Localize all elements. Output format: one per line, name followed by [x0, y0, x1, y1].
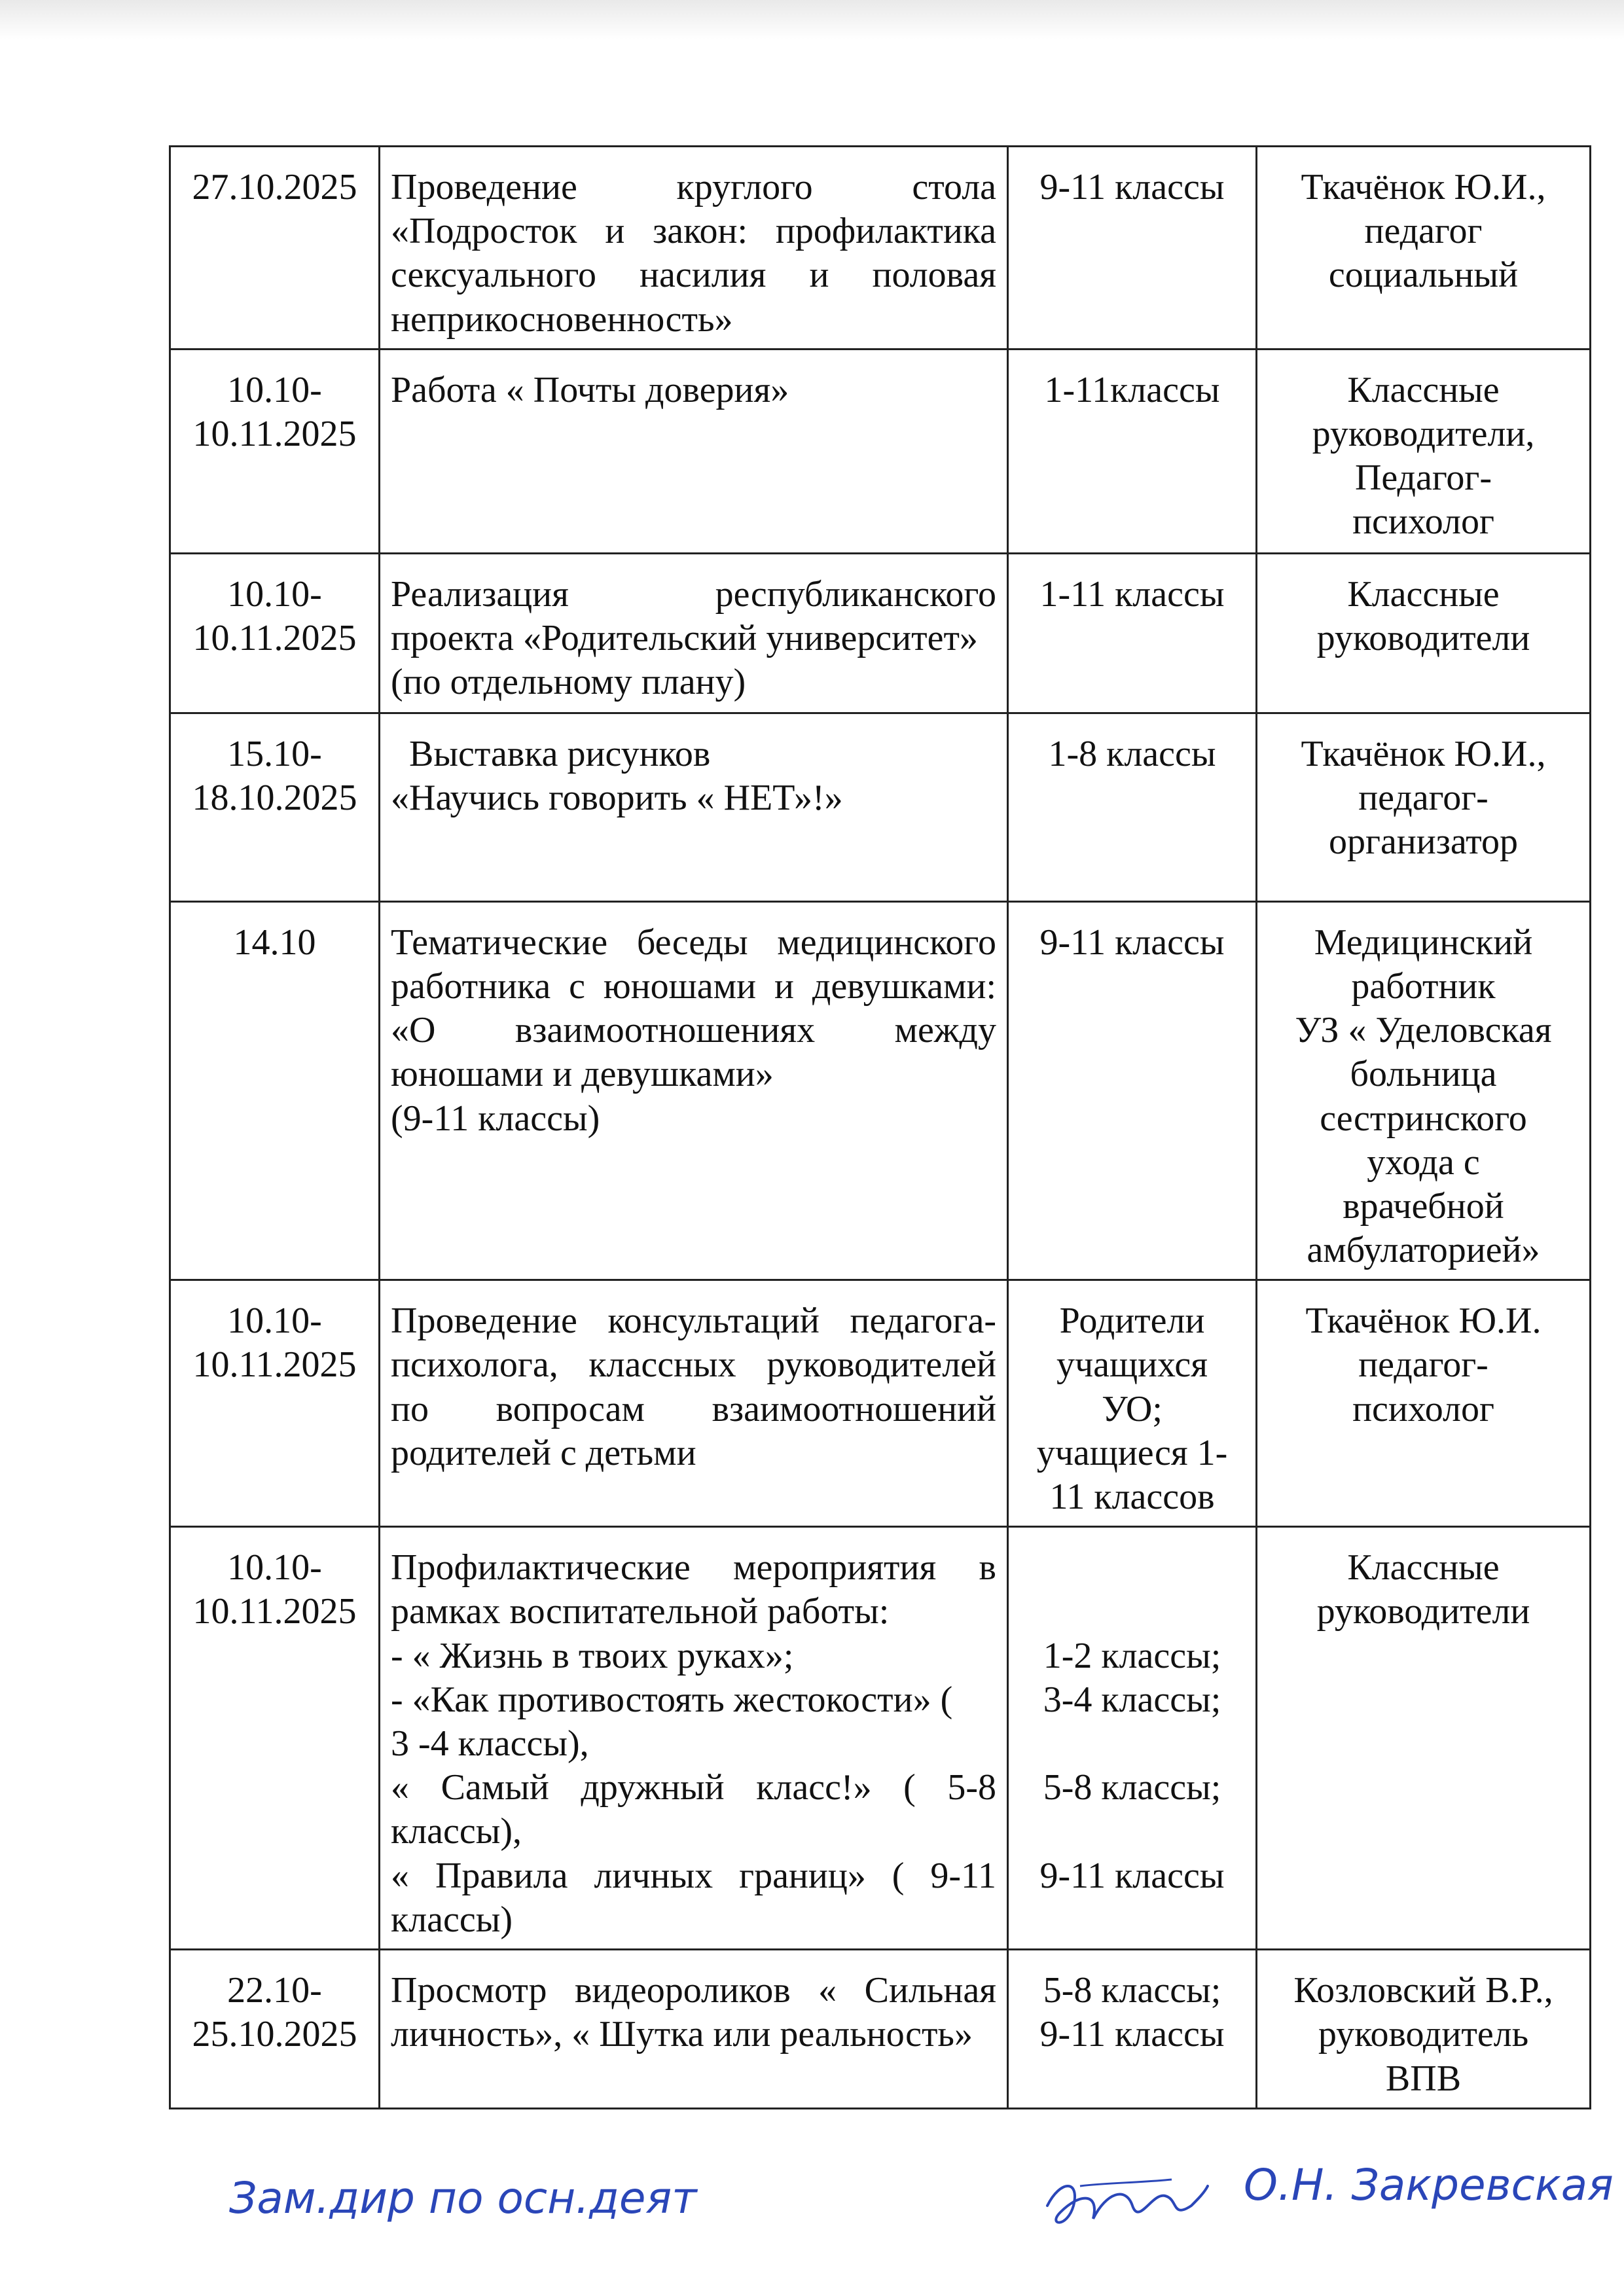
classes-text: 9-11 классы — [1039, 2014, 1225, 2055]
date-cell — [170, 713, 380, 901]
event-cell — [380, 1950, 1008, 2109]
event-cell — [380, 147, 1008, 350]
responsible-cell — [1257, 1950, 1591, 2109]
date-cell — [170, 147, 380, 350]
classes-text: 1-11классы — [1044, 369, 1220, 410]
classes-text: 5-8 классы; — [1043, 1767, 1221, 1808]
responsible-text: Педагог- — [1354, 457, 1492, 499]
signature-position: Зам.дир по осн.деят — [229, 2173, 697, 2223]
date-text: 27.10.2025 — [192, 167, 357, 207]
date-text: 10.10- — [227, 1547, 322, 1588]
classes-cell — [1008, 901, 1257, 1280]
classes-text — [1019, 1590, 1245, 1634]
table-row — [170, 553, 1591, 713]
classes-text: 3-4 классы; — [1043, 1679, 1221, 1720]
responsible-text: педагог- — [1358, 1344, 1489, 1386]
event-text: Тематические беседы медицинского — [391, 922, 996, 963]
event-text: (9-11 классы) — [391, 1098, 600, 1139]
date-cell — [170, 1280, 380, 1527]
classes-text: Родители — [1059, 1300, 1205, 1342]
responsible-text: ухода с — [1367, 1141, 1480, 1183]
responsible-text: Ткачёнок Ю.И., — [1301, 167, 1546, 207]
responsible-text: социальный — [1328, 255, 1519, 296]
signature-block — [0, 2160, 1624, 2265]
event-text: классы) — [391, 1899, 513, 1940]
responsible-text: Классные — [1347, 369, 1500, 410]
classes-text: 9-11 классы — [1039, 922, 1225, 963]
classes-cell — [1008, 713, 1257, 901]
responsible-text: Классные — [1347, 573, 1500, 615]
event-text: - « Жизнь в твоих руках»; — [391, 1635, 794, 1676]
event-text: психолога, классных руководителей — [391, 1344, 996, 1386]
activities-table-body — [170, 147, 1591, 2109]
event-cell — [380, 1280, 1008, 1527]
activities-table — [169, 145, 1591, 2109]
classes-text: 1-11 классы — [1039, 573, 1225, 615]
classes-text: учащихся — [1056, 1344, 1208, 1386]
responsible-text: руководитель — [1318, 2014, 1529, 2055]
date-text: 22.10- — [227, 1970, 322, 2011]
responsible-text: руководители — [1316, 617, 1530, 658]
classes-text: 5-8 классы; — [1043, 1970, 1221, 2011]
classes-text — [1019, 1722, 1245, 1766]
event-text: юношами и девушками» — [391, 1054, 774, 1095]
classes-cell — [1008, 1950, 1257, 2109]
responsible-text: амбулаторией» — [1307, 1230, 1540, 1271]
event-text: Выставка рисунков — [409, 733, 711, 774]
responsible-text: педагог — [1364, 211, 1483, 252]
responsible-cell — [1257, 553, 1591, 713]
classes-text: 11 классов — [1049, 1477, 1215, 1517]
event-text: по вопросам взаимоотношений — [391, 1388, 996, 1429]
event-text: - «Как противостоять жестокости» ( — [391, 1679, 953, 1720]
table-row — [170, 1527, 1591, 1950]
event-text: Работа « Почты доверия» — [391, 369, 789, 410]
responsible-text: врачебной — [1343, 1185, 1504, 1227]
classes-text: 1-8 классы — [1048, 733, 1216, 774]
responsible-cell — [1257, 147, 1591, 350]
responsible-text: руководители — [1316, 1591, 1530, 1632]
classes-text: 1-2 классы; — [1043, 1635, 1221, 1676]
responsible-text: Классные — [1347, 1547, 1500, 1588]
classes-cell — [1008, 553, 1257, 713]
responsible-text: работник — [1351, 965, 1496, 1007]
date-cell — [170, 553, 380, 713]
responsible-cell — [1257, 713, 1591, 901]
event-text: сексуального насилия и половая — [391, 255, 996, 296]
date-text: 15.10- — [227, 733, 322, 774]
event-text: проекта «Родительский университет» — [391, 617, 978, 658]
classes-cell — [1008, 1527, 1257, 1950]
event-text: 3 -4 классы), — [391, 1723, 589, 1764]
event-text: личность», « Шутка или реальность» — [391, 2014, 973, 2055]
table-row — [170, 1950, 1591, 2109]
event-text: Реализация республиканского — [391, 573, 996, 615]
event-text: Профилактические мероприятия в — [391, 1547, 996, 1588]
responsible-text: психолог — [1352, 501, 1494, 543]
event-text: « Правила личных границ» ( 9-11 — [391, 1855, 996, 1896]
event-cell — [380, 713, 1008, 901]
responsible-text: Ткачёнок Ю.И. — [1305, 1300, 1542, 1342]
date-text: 25.10.2025 — [192, 2014, 357, 2055]
event-cell — [380, 901, 1008, 1280]
event-text: Проведение консультаций педагога- — [391, 1300, 996, 1342]
date-text: 10.10- — [227, 1300, 322, 1342]
responsible-text: психолог — [1352, 1388, 1494, 1429]
table-row — [170, 1280, 1591, 1527]
event-text: классы), — [391, 1811, 522, 1852]
responsible-text: больница — [1350, 1054, 1497, 1095]
table-row — [170, 349, 1591, 553]
event-text: «О взаимоотношениях между — [391, 1010, 996, 1051]
classes-text: учащиеся 1- — [1036, 1432, 1228, 1473]
responsible-text: педагог- — [1358, 777, 1489, 818]
event-text: Просмотр видеороликов « Сильная — [391, 1970, 996, 2011]
responsible-text: УЗ « Уделовская — [1295, 1010, 1552, 1051]
responsible-text: Ткачёнок Ю.И., — [1301, 733, 1546, 774]
responsible-text: руководители, — [1312, 413, 1535, 454]
date-text: 14.10 — [233, 922, 316, 963]
classes-cell — [1008, 147, 1257, 350]
event-text: «Подросток и закон: профилактика — [391, 211, 996, 252]
event-text: « Самый дружный класс!» ( 5-8 — [391, 1767, 996, 1808]
date-text: 10.11.2025 — [192, 413, 357, 454]
classes-text: УО; — [1102, 1388, 1163, 1429]
event-text: рамках воспитательной работы: — [391, 1591, 890, 1632]
event-cell — [380, 553, 1008, 713]
classes-text — [1019, 1810, 1245, 1854]
date-cell — [170, 349, 380, 553]
table-row — [170, 901, 1591, 1280]
date-text: 10.10- — [227, 573, 322, 615]
responsible-cell — [1257, 1527, 1591, 1950]
responsible-text: сестринского — [1320, 1098, 1527, 1139]
date-text: 10.11.2025 — [192, 1344, 357, 1386]
event-cell — [380, 1527, 1008, 1950]
classes-text: 9-11 классы — [1039, 167, 1225, 207]
date-text: 10.11.2025 — [192, 1591, 357, 1632]
date-cell — [170, 1950, 380, 2109]
event-text: «Научись говорить « НЕТ»!» — [391, 777, 843, 818]
responsible-cell — [1257, 1280, 1591, 1527]
event-text: работника с юношами и девушками: — [391, 965, 996, 1007]
date-text: 10.11.2025 — [192, 617, 357, 658]
event-text: (по отдельному плану) — [391, 662, 746, 703]
event-text: родителей с детьми — [391, 1432, 696, 1473]
classes-text: 9-11 классы — [1039, 1855, 1225, 1896]
table-row — [170, 713, 1591, 901]
classes-cell — [1008, 1280, 1257, 1527]
responsible-text: ВПВ — [1385, 2058, 1462, 2099]
date-cell — [170, 901, 380, 1280]
handwritten-signature-icon — [1041, 2166, 1211, 2238]
date-text: 18.10.2025 — [192, 777, 357, 818]
date-cell — [170, 1527, 380, 1950]
table-row — [170, 147, 1591, 350]
date-text: 10.10- — [227, 369, 322, 410]
responsible-text: организатор — [1328, 821, 1519, 863]
scan-edge — [0, 0, 1624, 39]
responsible-text: Медицинский — [1314, 922, 1533, 963]
event-cell — [380, 349, 1008, 553]
signature-name: О.Н. Закревская — [1244, 2160, 1614, 2210]
event-text: неприкосновенность» — [391, 298, 733, 340]
responsible-text: Козловский В.Р., — [1293, 1970, 1553, 2011]
event-text: Проведение круглого стола — [391, 167, 996, 207]
responsible-cell — [1257, 901, 1591, 1280]
responsible-cell — [1257, 349, 1591, 553]
classes-cell — [1008, 349, 1257, 553]
classes-text — [1019, 1546, 1245, 1590]
